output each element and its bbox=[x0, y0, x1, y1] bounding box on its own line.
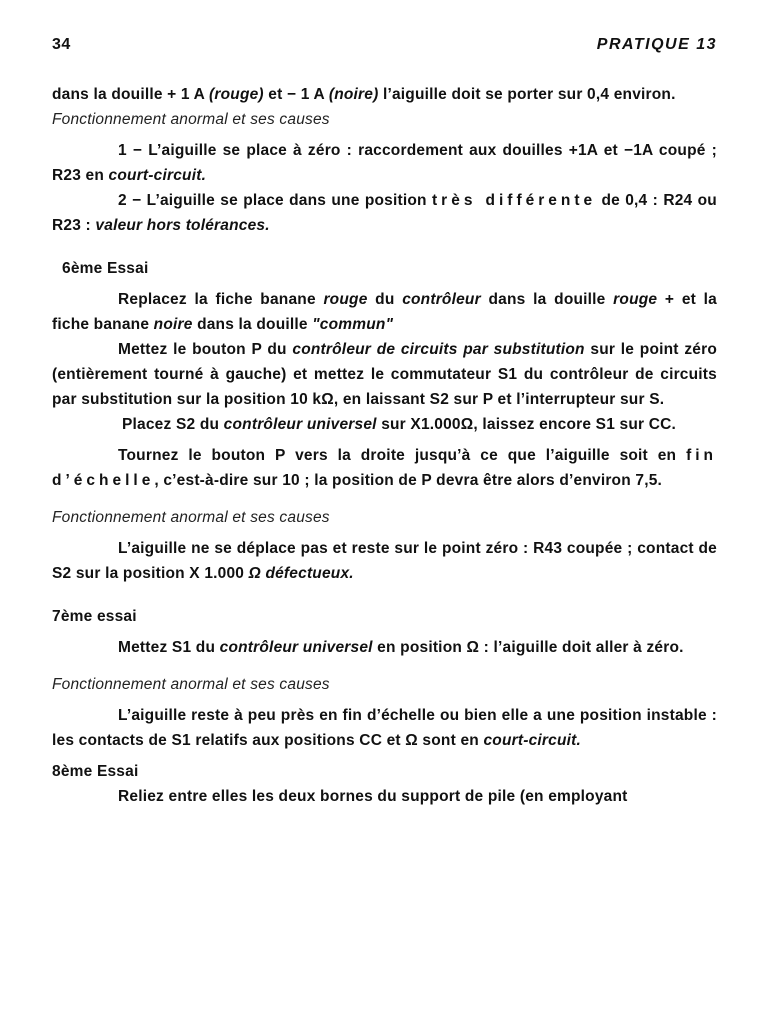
malfunction-heading-2: Fonctionnement anormal et ses causes bbox=[52, 509, 330, 526]
section-heading-8: 8ème Essai bbox=[52, 763, 139, 780]
malfunction-item-4: L’aiguille reste à peu près en fin d’échelle ou bien elle a une position instable : les contacts de S1 relatifs aux positions CC et Ω sont en court-circuit. bbox=[52, 707, 717, 749]
paragraph-intro: dans la douille + 1 A (rouge) et − 1 A (noire) l’aiguille doit se porter sur 0,4 environ. bbox=[52, 86, 676, 103]
section-heading-7: 7ème essai bbox=[52, 608, 137, 625]
document-page bbox=[52, 36, 717, 809]
s6-paragraph-3: Placez S2 du contrôleur universel sur X1.000Ω, laissez encore S1 sur CC. bbox=[122, 416, 677, 433]
page-header bbox=[52, 36, 717, 54]
s8-paragraph-1: Reliez entre elles les deux bornes du support de pile (en employant bbox=[118, 788, 628, 805]
s6-paragraph-1: Replacez la fiche banane rouge du contrôleur dans la douille rouge + et la fiche banane noire dans la douille "commun" bbox=[52, 291, 717, 333]
section-heading-6: 6ème Essai bbox=[62, 260, 149, 277]
malfunction-item-1: 1 − L’aiguille se place à zéro : raccordement aux douilles +1A et −1A coupé ; R23 en court-circuit. bbox=[52, 142, 717, 184]
malfunction-item-2: 2 − L’aiguille se place dans une position très différente de 0,4 : R24 ou R23 : valeur hors tolérances. bbox=[52, 192, 717, 234]
s6-paragraph-2: Mettez le bouton P du contrôleur de circuits par substitution sur le point zéro (entièrement tourné à gauche) et mettez le commutateur S1 du contrôleur de circuits par substitution sur la position 10 kΩ, en laissant S2 sur P et l’interrupteur sur S. bbox=[52, 341, 717, 408]
chapter-title: PRATIQUE 13 bbox=[596, 36, 717, 53]
malfunction-heading-1: Fonctionnement anormal et ses causes bbox=[52, 111, 330, 128]
s7-paragraph-1: Mettez S1 du contrôleur universel en position Ω : l’aiguille doit aller à zéro. bbox=[118, 639, 684, 656]
malfunction-heading-3: Fonctionnement anormal et ses causes bbox=[52, 676, 330, 693]
s6-paragraph-4: Tournez le bouton P vers la droite jusqu’à ce que l’aiguille soit en fin d’échelle, c’est-à-dire sur 10 ; la position de P devra être alors d’environ 7,5. bbox=[52, 447, 717, 489]
malfunction-item-3: L’aiguille ne se déplace pas et reste sur le point zéro : R43 coupée ; contact de S2 sur la position X 1.000 Ω défectueux. bbox=[52, 540, 717, 582]
page-number: 34 bbox=[52, 36, 71, 53]
